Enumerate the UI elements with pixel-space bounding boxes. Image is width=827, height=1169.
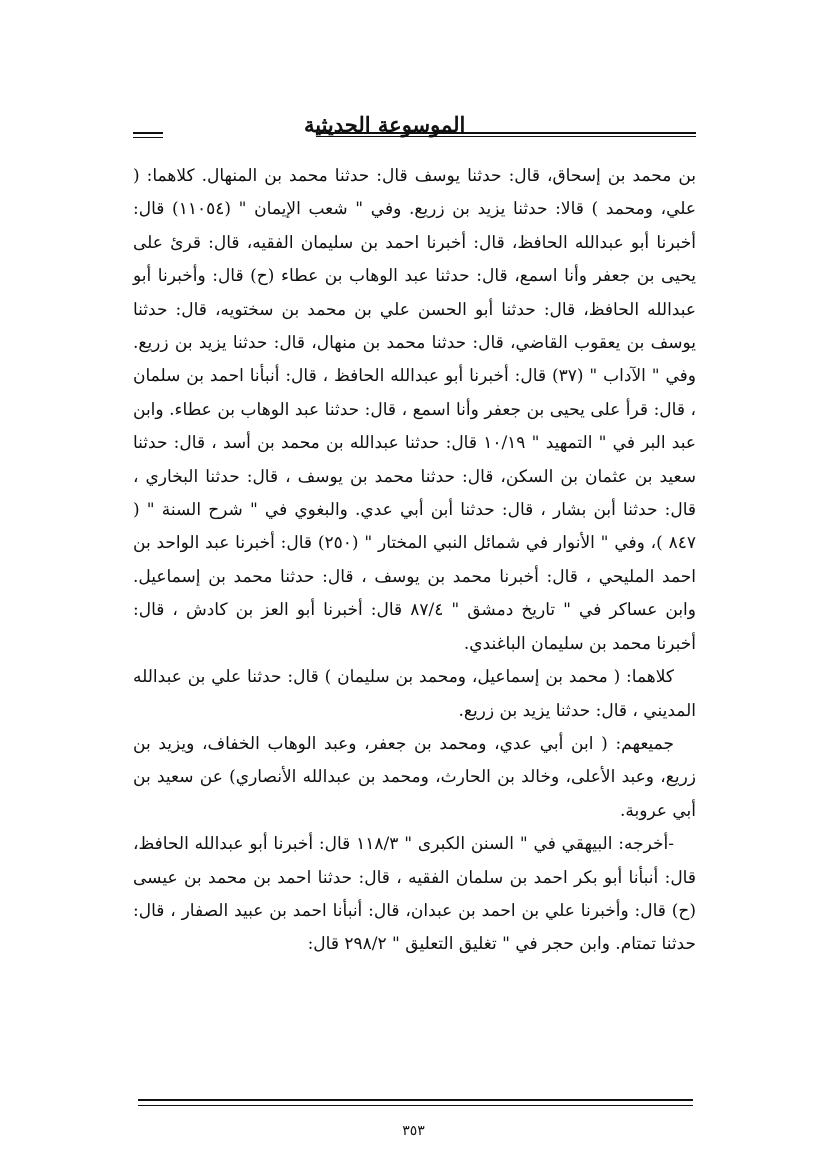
header-rule-right (316, 132, 696, 137)
footer-rule-thick (138, 1099, 693, 1101)
running-header (133, 112, 696, 146)
paragraph: بن محمد بن إسحاق، قال: حدثنا يوسف قال: حدثنا محمد بن المنهال. كلاهما: ( علي، ومحمد ) قالا: حدثنا يزيد بن زريع. وفي " شعب الإيمان " (١١٠٥٤) قال: أخبرنا أبو عبدالله الحافظ، قال: أخبرنا احمد بن سليمان الفقيه، قال: قرئ على يحيى بن جعفر وأنا اسمع، قال: حدثنا عبد الوهاب بن عطاء (ح) قال: وأخبرنا أبو عبدالله الحافظ، قال: حدثنا أبو الحسن علي بن محمد بن سختويه، قال: حدثنا يوسف بن يعقوب القاضي، قال: حدثنا محمد بن منهال، قال: حدثنا يزيد بن زريع. وفي " الآداب " (٣٧) قال: أخبرنا أبو عبدالله الحافظ ، قال: أنبأنا احمد بن سلمان ، قال: قرأ على يحيى بن جعفر وأنا اسمع ، قال: حدثنا عبد الوهاب بن عطاء. وابن عبد البر في " التمهيد " ١٠/١٩ قال: حدثنا عبدالله بن محمد بن أسد ، قال: حدثنا سعيد بن عثمان بن السكن، قال: حدثنا محمد بن يوسف ، قال: حدثنا البخاري ، قال: حدثنا أبن بشار ، قال: حدثنا أبن أبي عدي. والبغوي في " شرح السنة " ( ٨٤٧ )، وفي " الأنوار في شمائل النبي المختار " (٢٥٠) قال: أخبرنا عبد الواحد بن احمد المليحي ، قال: أخبرنا محمد بن يوسف ، قال: حدثنا محمد بن إسماعيل. وابن عساكر في " تاريخ دمشق " ٨٧/٤ قال: أخبرنا أبو العز بن كادش ، قال: أخبرنا محمد بن سليمان الباغندي. (133, 166, 697, 654)
footer-rule-thin (138, 1105, 693, 1106)
header-rule-left (133, 132, 163, 138)
body-text (133, 160, 696, 962)
paragraph: -أخرجه: البيهقي في " السنن الكبرى " ١١٨/٣ قال: أخبرنا أبو عبدالله الحافظ، قال: أنبأنا أبو بكر احمد بن سلمان الفقيه ، قال: حدثنا احمد بن محمد بن عيسى (ح) قال: وأخبرنا علي بن احمد بن عبدان، قال: أنبأنا احمد بن عبيد الصفار ، قال: حدثنا تمتام. وابن حجر في " تغليق التعليق " ٢٩٨/٢ قال: (133, 834, 696, 955)
paragraph: جميعهم: ( ابن أبي عدي، ومحمد بن جعفر، وعبد الوهاب الخفاف، ويزيد بن زريع، وعبد الأعلى، وخالد بن الحارث، ومحمد بن عبدالله الأنصاري) عن سعيد بن أبي عروبة. (133, 733, 696, 821)
page-number: ٣٥٣ (402, 1123, 425, 1139)
paragraph: كلاهما: ( محمد بن إسماعيل، ومحمد بن سليمان ) قال: حدثنا علي بن عبدالله المديني ، قال: حدثنا يزيد بن زريع. (133, 667, 696, 721)
header-title: الموسوعة الحديثية (304, 112, 466, 137)
